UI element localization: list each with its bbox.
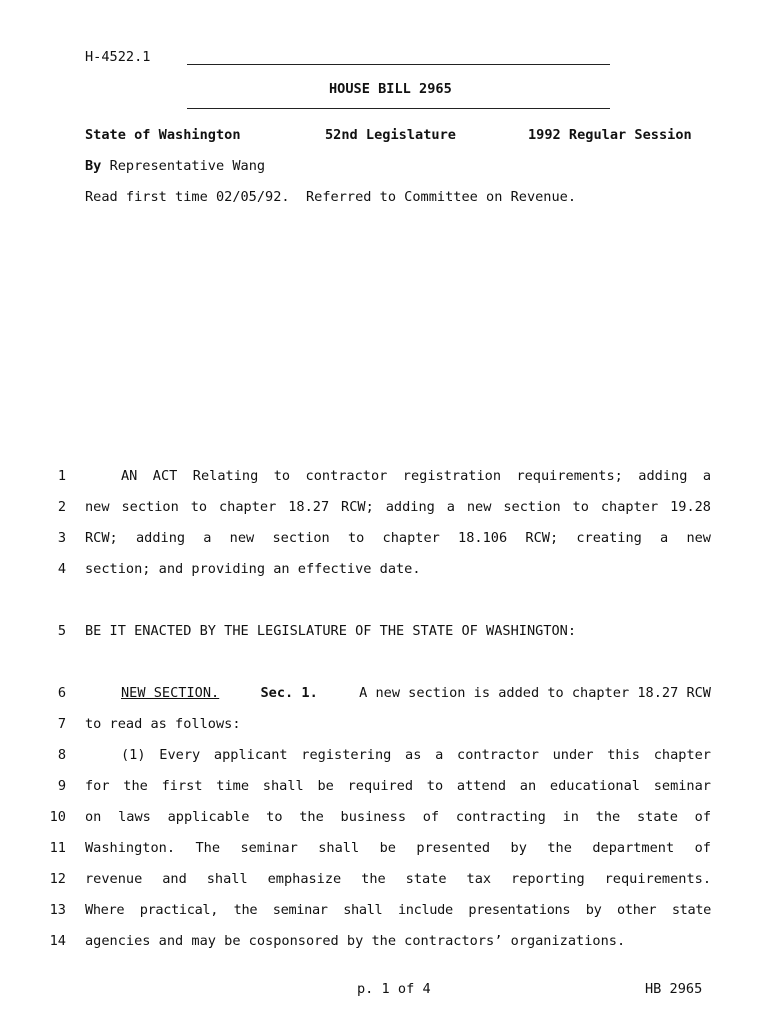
line-number: 8	[57, 747, 66, 763]
header-rule-top	[187, 64, 610, 65]
line-number: 12	[49, 871, 66, 887]
session-label: 1992 Regular Session	[528, 127, 692, 143]
body-line: new section to chapter 18.27 RCW; adding a new section to chapter 19.28	[85, 499, 711, 515]
line-number: 7	[57, 716, 66, 732]
bill-title: HOUSE BILL 2965	[329, 81, 452, 97]
line-number: 10	[49, 809, 66, 825]
body-line: section; and providing an effective date.	[85, 561, 421, 577]
line-number: 1	[57, 468, 66, 484]
body-line: RCW; adding a new section to chapter 18.106 RCW; creating a new	[85, 530, 711, 546]
line-number: 6	[57, 685, 66, 701]
section-number: Sec. 1.	[260, 685, 318, 701]
sponsor-line	[85, 158, 265, 174]
section-heading-text: A new section is added to chapter 18.27 RCW	[359, 685, 711, 701]
body-line: to read as follows:	[85, 716, 241, 732]
enacting-clause: BE IT ENACTED BY THE LEGISLATURE OF THE STATE OF WASHINGTON:	[85, 623, 577, 639]
body-line: revenue and shall emphasize the state tax reporting requirements.	[85, 871, 711, 887]
line-number: 14	[49, 933, 66, 949]
read-first-note: Read first time 02/05/92. Referred to Committee on Revenue.	[85, 189, 577, 205]
header-rule-bottom	[187, 108, 610, 109]
line-number: 4	[57, 561, 66, 577]
by-label: By	[85, 158, 102, 174]
document-id: H-4522.1	[85, 49, 151, 65]
line-number: 2	[57, 499, 66, 515]
line-number: 11	[49, 840, 66, 856]
body-line: agencies and may be cosponsored by the contractors’ organizations.	[85, 933, 626, 949]
body-line: Washington. The seminar shall be presented by the department of	[85, 840, 711, 856]
sponsor-name: Representative Wang	[109, 158, 266, 174]
body-line: AN ACT Relating to contractor registration requirements; adding a	[121, 468, 711, 484]
body-line: Where practical, the seminar shall include presentations by other state	[85, 902, 711, 918]
section-heading	[121, 685, 711, 701]
footer-bill-ref: HB 2965	[645, 981, 703, 997]
line-number: 5	[57, 623, 66, 639]
body-line: for the first time shall be required to attend an educational seminar	[85, 778, 711, 794]
legislature-label: 52nd Legislature	[325, 127, 456, 143]
state-label: State of Washington	[85, 127, 241, 143]
body-line: on laws applicable to the business of contracting in the state of	[85, 809, 711, 825]
line-number: 9	[57, 778, 66, 794]
page-indicator: p. 1 of 4	[357, 981, 431, 997]
body-line: (1) Every applicant registering as a contractor under this chapter	[121, 747, 711, 763]
line-number: 3	[57, 530, 66, 546]
new-section-label: NEW SECTION.	[121, 685, 220, 701]
line-number: 13	[49, 902, 66, 918]
